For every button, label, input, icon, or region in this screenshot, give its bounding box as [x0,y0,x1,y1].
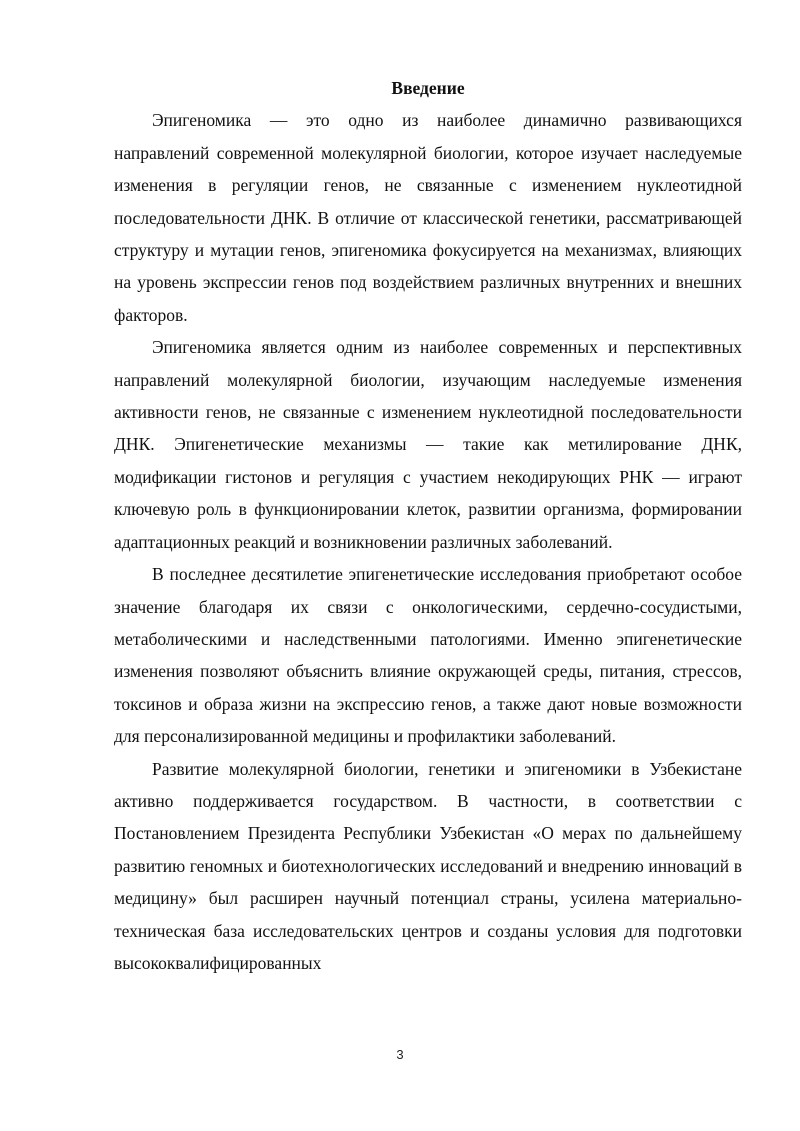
section-title: Введение [391,78,465,98]
paragraph-4: Развитие молекулярной биологии, генетики и эпигеномики в Узбекистане активно поддерживается государством. В частности, в соответствии с Постановлением Президента Республики Узбекистан «О мерах по дальнейшему развитию геномных и биотехнологических исследований и внедрению инноваций в медицину» был расширен научный потенциал страны, усилена материально-техническая база исследовательских центров и созданы условия для подготовки высококвалифицированных [114,758,742,973]
page-number: 3 [396,1047,404,1062]
page-content [114,72,742,979]
paragraph-3: В последнее десятилетие эпигенетические исследования приобретают особое значение благодаря их связи с онкологическими, сердечно-сосудистыми, метаболическими и наследственными патологиями. Именно эпигенетические изменения позволяют объяснить влияние окружающей среды, питания, стрессов, токсинов и образа жизни на экспрессию генов, а также дают новые возможности для персонализированной медицины и профилактики заболеваний. [114,564,742,747]
paragraph-2: Эпигеномика является одним из наиболее современных и перспективных направлений молекулярной биологии, изучающим наследуемые изменения активности генов, не связанные с изменением нуклеотидной последовательности ДНК. Эпигенетические механизмы — такие как метилирование ДНК, модификации гистонов и регуляция с участием некодирующих РНК — играют ключевую роль в функционировании клеток, развитии организма, формировании адаптационных реакций и возникновении различных заболеваний. [114,337,742,552]
paragraph-1: Эпигеномика — это одно из наиболее динамично развивающихся направлений современной молекулярной биологии, которое изучает наследуемые изменения в регуляции генов, не связанные с изменением нуклеотидной последовательности ДНК. В отличие от классической генетики, рассматривающей структуру и мутации генов, эпигеномика фокусируется на механизмах, влияющих на уровень экспрессии генов под воздействием различных внутренних и внешних факторов. [114,110,742,325]
